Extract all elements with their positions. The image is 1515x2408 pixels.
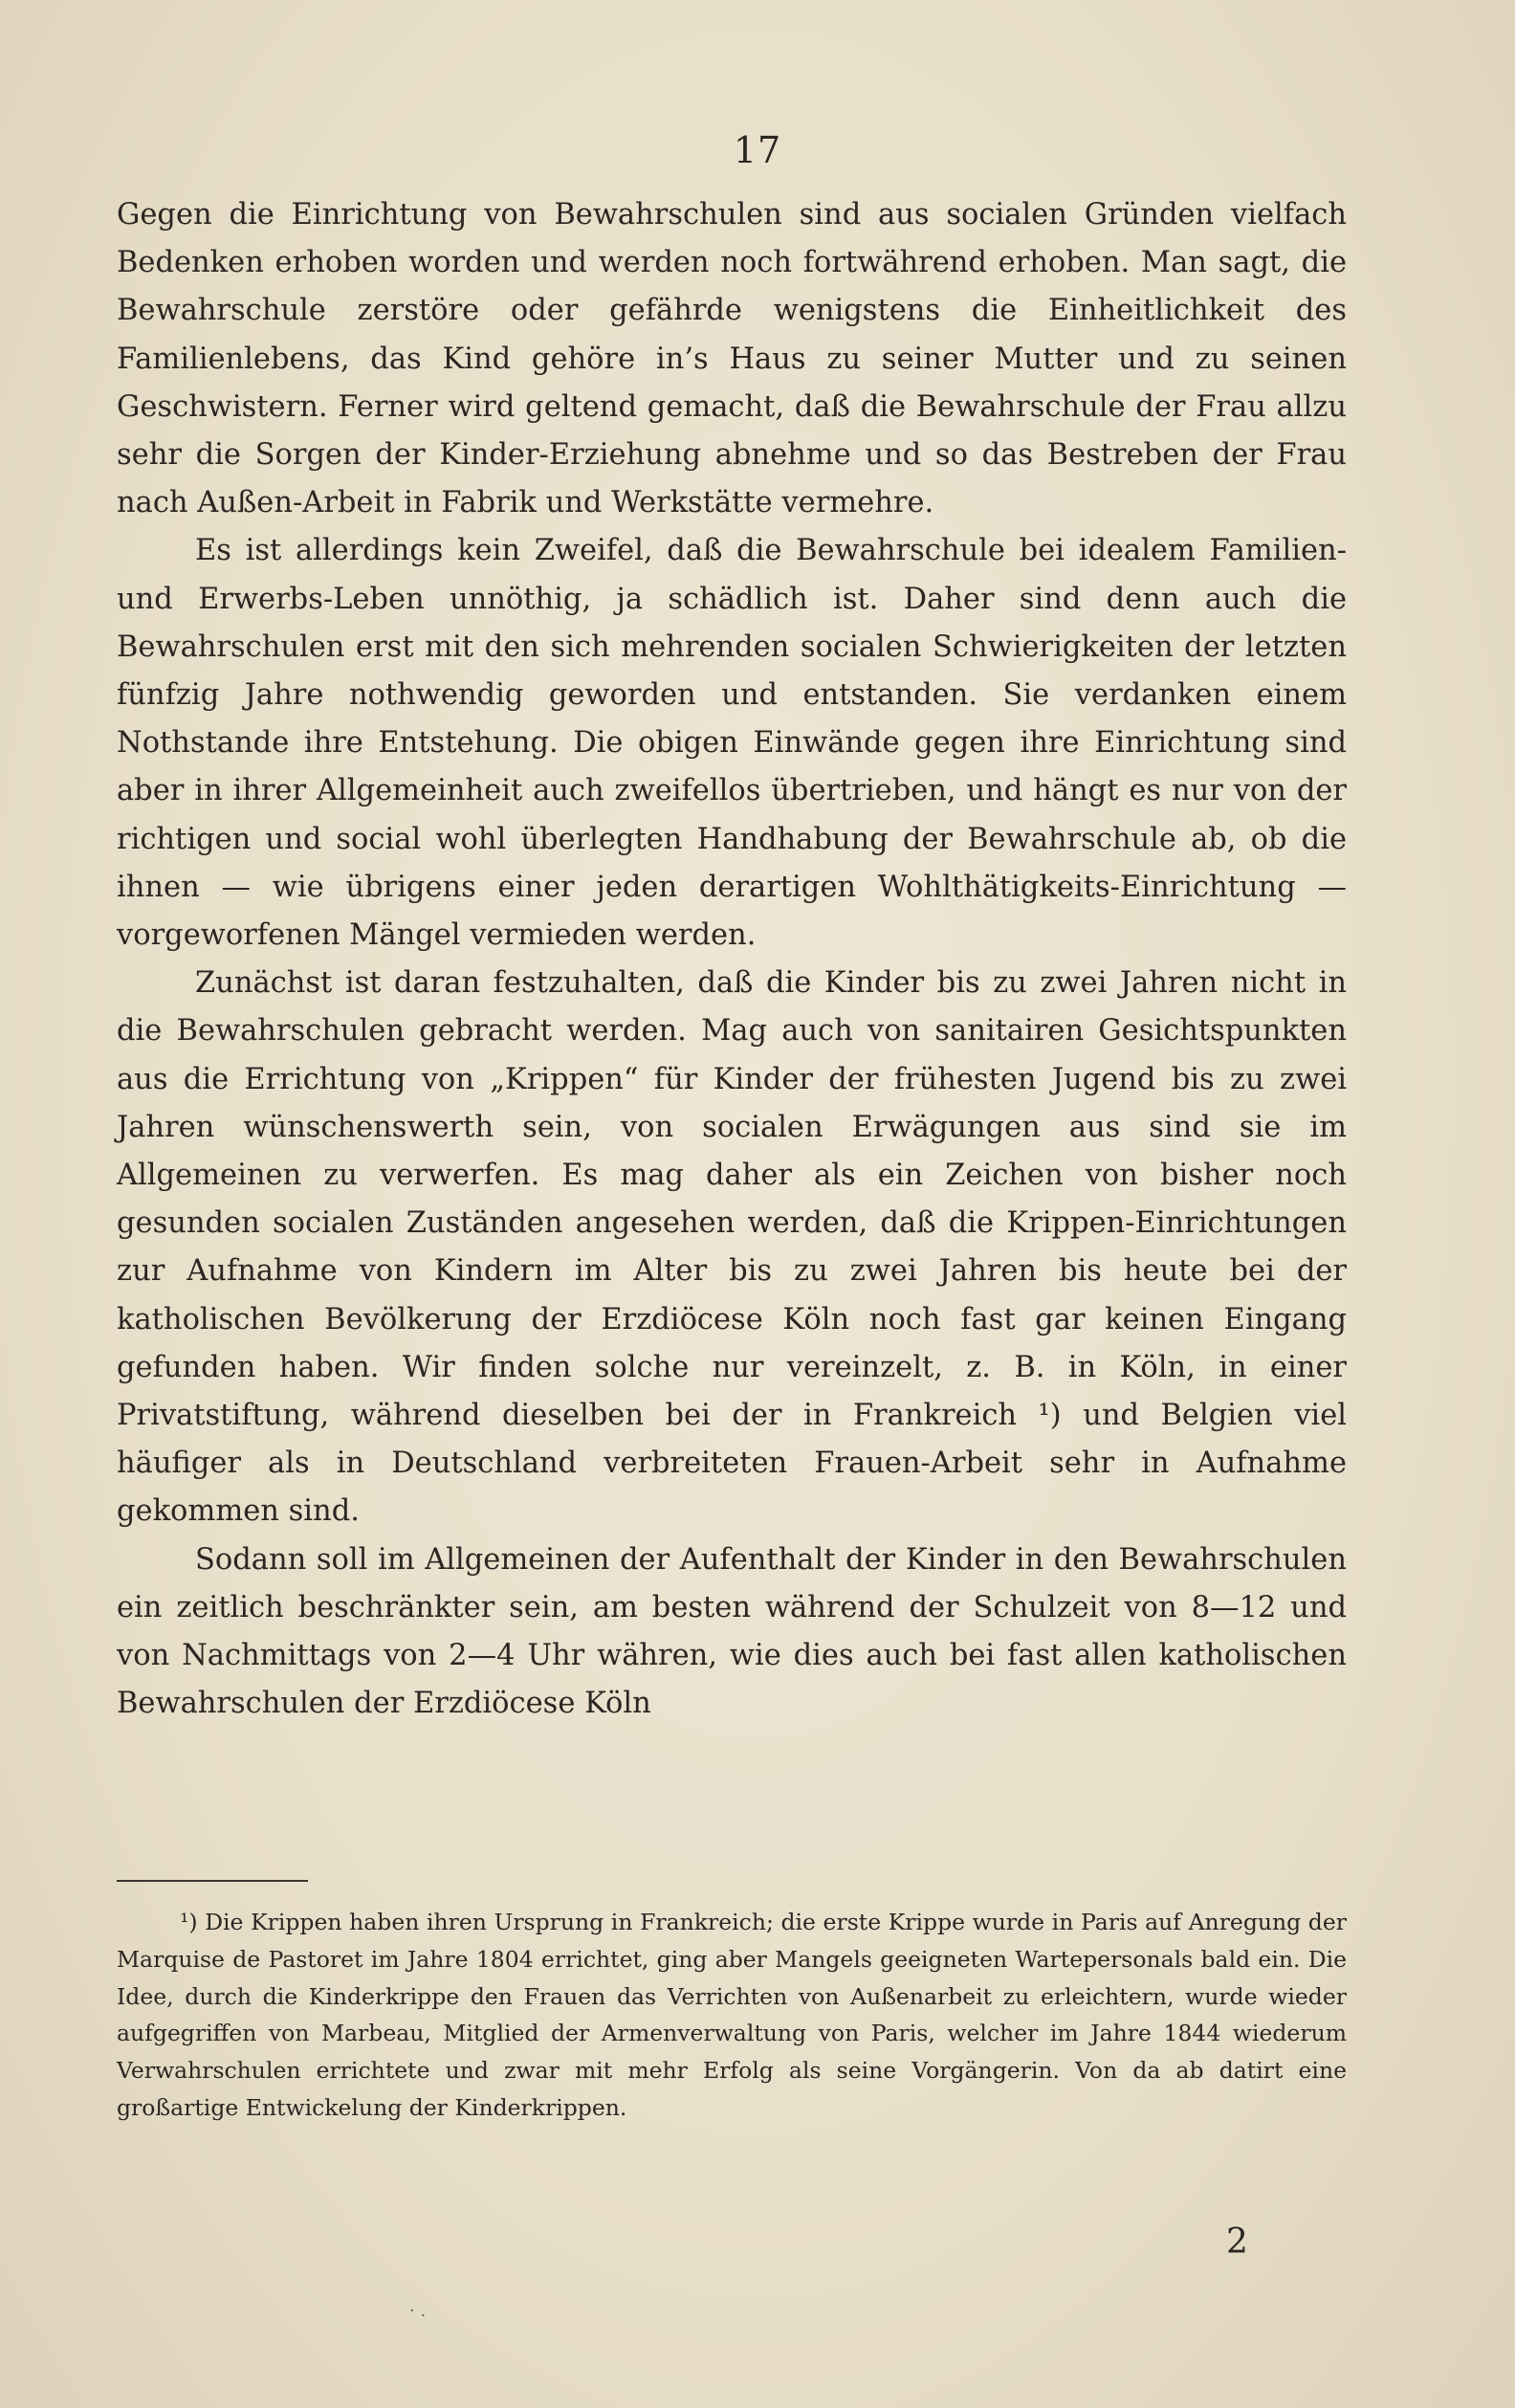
paragraph-1: Gegen die Einrichtung von Bewahrschulen sind aus socialen Gründen vielfach Bedenken erhoben worden und werden noch fortwährend erhoben. Man sagt, die Bewahrschule zerstöre oder gefährde wenigstens die Einheitlichkeit des Familienlebens, das Kind gehöre in’s Haus zu seiner Mutter und zu seinen Geschwistern. Ferner wird geltend gemacht, daß die Bewahrschule der Frau allzu sehr die Sorgen der Kinder-Erziehung abnehme und so das Bestreben der Frau nach Außen-Arbeit in Fabrik und Werkstätte vermehre. — [117, 198, 1347, 520]
paragraph-3: Zunächst ist daran festzuhalten, daß die Kinder bis zu zwei Jahren nicht in die Bewahrschulen gebracht werden. Mag auch von sanitairen Gesichtspunkten aus die Errichtung von „Krippen“ für Kinder der frühesten Jugend bis zu zwei Jahren wünschenswerth sein, von socialen Erwägungen aus sind sie im Allgemeinen zu verwerfen. Es mag daher als ein Zeichen von bisher noch gesunden socialen Zuständen angesehen werden, daß die Krippen-Einrichtungen zur Aufnahme von Kindern im Alter bis zu zwei Jahren bis heute bei der katholischen Bevölkerung der Erzdiöcese Köln noch fast gar keinen Eingang gefunden haben. Wir finden solche nur vereinzelt, z. B. in Köln, in einer Privatstiftung, während dieselben bei der in Frankreich ¹) und Belgien viel häufiger als in Deutschland verbreiteten Frauen-Arbeit sehr in Aufnahme gekommen sind. — [117, 966, 1347, 1529]
print-speck: · . — [409, 2301, 427, 2321]
footnotes — [117, 1904, 1347, 2127]
footnote-separator — [117, 1880, 308, 1882]
body-text — [117, 191, 1347, 1729]
page-number: 17 — [733, 129, 782, 171]
paragraph-4: Sodann soll im Allgemeinen der Aufenthalt der Kinder in den Bewahrschulen ein zeitlich beschränkter sein, am besten während der Schulzeit von 8—12 und von Nachmittags von 2—4 Uhr währen, wie dies auch bei fast allen katholischen Bewahrschulen der Erzdiöcese Köln — [117, 1542, 1347, 1721]
signature-mark: 2 — [1226, 2222, 1248, 2262]
paragraph-2: Es ist allerdings kein Zweifel, daß die Bewahrschule bei idealem Familien- und Erwerbs-Leben unnöthig, ja schädlich ist. Daher sind denn auch die Bewahrschulen erst mit den sich mehrenden socialen Schwierigkeiten der letzten fünfzig Jahre nothwendig geworden und entstanden. Sie verdanken einem Nothstande ihre Entstehung. Die obigen Einwände gegen ihre Einrichtung sind aber in ihrer Allgemeinheit auch zweifellos übertrieben, und hängt es nur von der richtigen und social wohl überlegten Handhabung der Bewahrschule ab, ob die ihnen — wie übrigens einer jeden derartigen Wohlthätigkeits-Einrichtung — vorgeworfenen Mängel vermieden werden. — [117, 534, 1347, 953]
footnote-1: ¹) Die Krippen haben ihren Ursprung in Frankreich; die erste Krippe wurde in Paris auf Anregung der Marquise de Pastoret im Jahre 1804 errichtet, ging aber Mangels geeigneten Wartepersonals bald ein. Die Idee, durch die Kinderkrippe den Frauen das Verrichten von Außenarbeit zu erleichtern, wurde wieder aufgegriffen von Marbeau, Mitglied der Armenverwaltung von Paris, welcher im Jahre 1844 wiederum Verwahrschulen errichtete und zwar mit mehr Erfolg als seine Vorgängerin. Von da ab datirt eine großartige Entwickelung der Kinderkrippen. — [117, 1909, 1347, 2121]
